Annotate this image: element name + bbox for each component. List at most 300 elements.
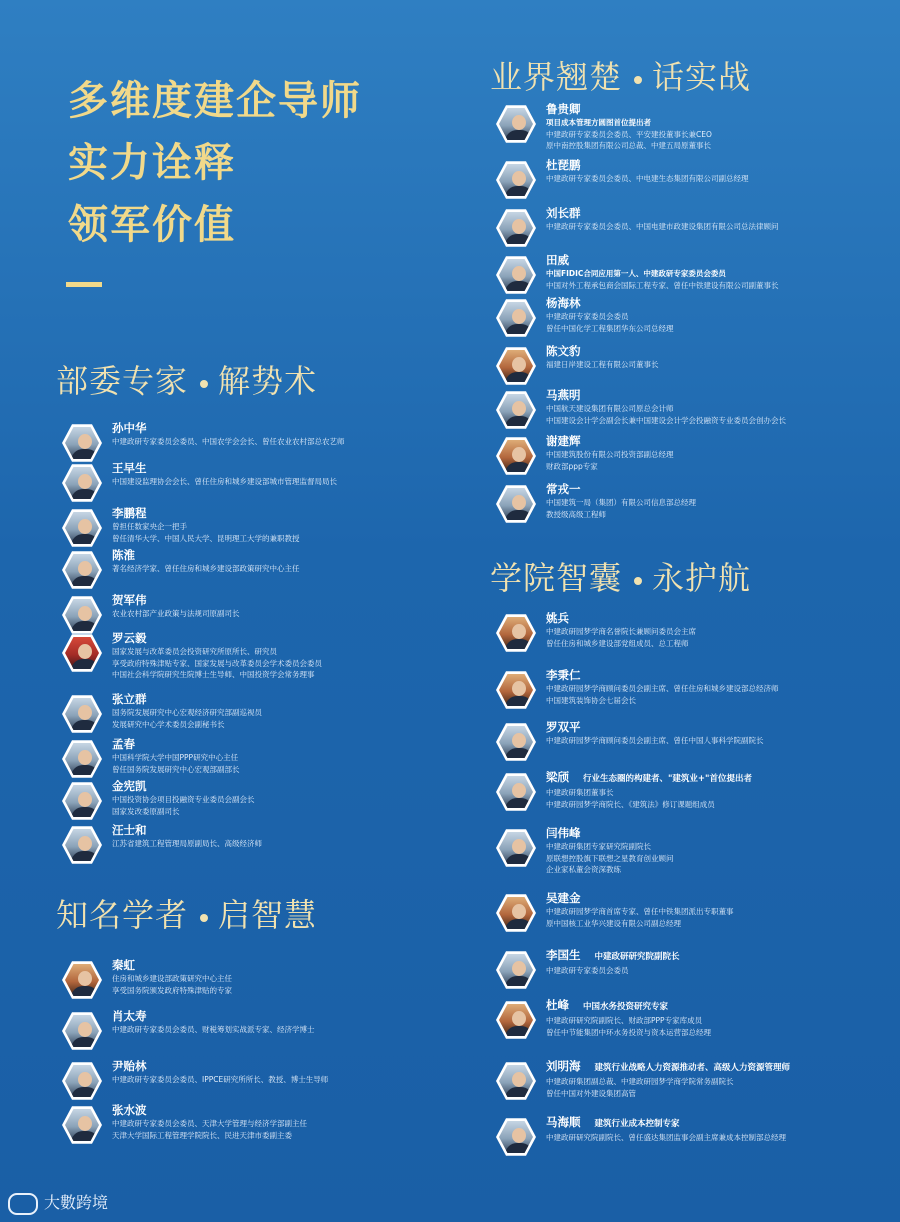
avatar-body — [71, 449, 99, 463]
person-name: 张水波 — [112, 1103, 147, 1117]
avatar-photo — [499, 673, 533, 707]
person-name: 刘明海 — [546, 1059, 581, 1073]
avatar-head — [78, 705, 92, 720]
avatar-body — [505, 919, 533, 933]
person-name-row — [546, 770, 752, 787]
person-name: 孙中华 — [112, 421, 147, 435]
separator-dot — [200, 914, 208, 922]
person-title-line: 中国社会科学院研究生院博士生导师、中国投资学会常务理事 — [112, 670, 315, 679]
person-name-row — [546, 998, 711, 1015]
person-text — [546, 434, 674, 472]
section-title-buwei — [56, 356, 317, 402]
avatar-photo — [499, 301, 533, 335]
avatar-head — [512, 1072, 526, 1087]
person-title-line: 曾担任数家央企一把手 — [112, 522, 187, 531]
person-title-line: 财政部ppp专家 — [546, 461, 598, 471]
avatar-photo — [499, 896, 533, 930]
person-text — [112, 958, 232, 996]
hero-line: 实力诠释 — [68, 140, 236, 186]
person-text — [546, 206, 779, 233]
person-name: 杨海林 — [546, 296, 581, 310]
section-title-xuezhe — [56, 890, 317, 936]
avatar-photo — [65, 553, 99, 587]
avatar-photo — [65, 963, 99, 997]
person-title-line: 中建政研园梦学商顾问委员会副主席、曾任住房和城乡建设部总经济师 — [546, 684, 779, 693]
person-title-line: 发展研究中心学术委员会副秘书长 — [112, 719, 225, 729]
person-text — [112, 1059, 328, 1086]
avatar-photo — [499, 1120, 533, 1154]
person-name: 贺军伟 — [112, 593, 147, 607]
person-name-row — [546, 1115, 786, 1132]
avatar — [62, 463, 102, 503]
avatar — [496, 950, 536, 990]
avatar-body — [71, 1131, 99, 1145]
avatar-body — [71, 621, 99, 635]
person-title-line: 中建政研园梦学商院长、《建筑法》修订课题组成员 — [546, 799, 715, 809]
person-title-line: 享受政府特殊津贴专家、国家发展与改革委员会学术委员会委员 — [112, 658, 322, 668]
person-title-line: 中建政研专家委员会委员、中电建生态集团有限公司副总经理 — [546, 174, 749, 183]
person-text — [546, 948, 680, 977]
person-name: 李国生 — [546, 948, 581, 962]
person-name-row — [546, 253, 779, 268]
hero-line: 领军价值 — [68, 202, 236, 248]
avatar — [496, 160, 536, 200]
avatar — [62, 595, 102, 635]
avatar — [62, 633, 102, 673]
avatar-body — [505, 281, 533, 295]
person-title-line: 中建政研园梦学商首席专家、曾任中铁集团派出专职董事 — [546, 907, 734, 916]
person-name-row — [546, 668, 779, 683]
avatar-body — [71, 489, 99, 503]
avatar-head — [512, 1128, 526, 1143]
person-title-line: 国家发改委原副司长 — [112, 806, 180, 816]
person-name-row — [112, 958, 232, 973]
avatar-photo — [499, 1064, 533, 1098]
avatar — [496, 484, 536, 524]
person-title-line: 中建政研集团副总裁、中建政研园梦学商学院常务副院长 — [546, 1077, 734, 1086]
avatar-photo — [65, 697, 99, 731]
person-title-line: 中国航天建设集团有限公司原总会计师 — [546, 404, 674, 413]
avatar-photo — [65, 1108, 99, 1142]
avatar-head — [512, 401, 526, 416]
person-name: 孟春 — [112, 737, 135, 751]
avatar-photo — [499, 616, 533, 650]
avatar-head — [512, 266, 526, 281]
avatar-photo — [65, 426, 99, 460]
person-title-line: 中建政研专家委员会委员、财税筹划实战派专家、经济学博士 — [112, 1025, 315, 1034]
person-name-row — [546, 826, 674, 841]
avatar — [496, 1117, 536, 1157]
person-name: 田威 — [546, 253, 569, 267]
person-title-line: 中国投资协会项目投融资专业委员会副会长 — [112, 795, 255, 804]
person-name-row — [546, 482, 696, 497]
avatar — [496, 828, 536, 868]
person-name-row — [112, 461, 337, 476]
avatar-body — [505, 510, 533, 524]
avatar-body — [505, 324, 533, 338]
person-tag: 建筑行业成本控制专家 — [594, 1119, 680, 1129]
avatar-head — [78, 1022, 92, 1037]
avatar-head — [78, 519, 92, 534]
person-text — [112, 1009, 315, 1036]
avatar-head — [512, 309, 526, 324]
avatar-head — [78, 792, 92, 807]
avatar-body — [505, 462, 533, 476]
avatar-head — [512, 495, 526, 510]
person-name: 张立群 — [112, 692, 147, 706]
person-name-row — [546, 1059, 790, 1076]
person-name-row — [546, 388, 786, 403]
person-text — [112, 593, 240, 620]
person-title-line: 中国对外工程承包商会国际工程专家、曾任中铁建设有限公司副董事长 — [546, 280, 779, 290]
avatar — [62, 550, 102, 590]
avatar — [62, 694, 102, 734]
person-title-line: 中建政研园梦学商名誉院长兼顾问委员会主席 — [546, 627, 696, 636]
avatar-head — [512, 783, 526, 798]
person-title-line: 教授级高级工程师 — [546, 509, 606, 519]
avatar-head — [78, 474, 92, 489]
person-highlight: 中国FIDIC合同应用第一人、中建政研专家委员会委员 — [546, 269, 726, 278]
avatar — [62, 1011, 102, 1051]
avatar-head — [512, 219, 526, 234]
hero-divider — [66, 282, 102, 287]
avatar-body — [71, 851, 99, 865]
avatar-body — [71, 986, 99, 1000]
avatar-body — [505, 798, 533, 812]
avatar-head — [512, 961, 526, 976]
person-title-line: 中国建筑一局（集团）有限公司信息部总经理 — [546, 498, 696, 507]
avatar-body — [71, 1087, 99, 1101]
person-name: 马燕明 — [546, 388, 581, 402]
person-name: 罗双平 — [546, 720, 581, 734]
person-tag: 行业生态圈的构建者、"建筑业+"首位提出者 — [583, 774, 752, 784]
avatar-body — [71, 534, 99, 548]
avatar-body — [505, 416, 533, 430]
person-name: 闫伟峰 — [546, 826, 581, 840]
avatar — [62, 960, 102, 1000]
person-text — [546, 611, 696, 649]
person-title-line: 农业农村部产业政策与法规司原副司长 — [112, 609, 240, 618]
avatar-head — [78, 971, 92, 986]
person-name: 杜琵鹏 — [546, 158, 581, 172]
avatar-photo — [499, 393, 533, 427]
person-title-line: 中建政研专家委员会委员、中国农学会会长、曾任农业农村部总农艺师 — [112, 437, 345, 446]
person-text — [546, 720, 764, 747]
person-name: 梁颀 — [546, 770, 569, 784]
person-title-line: 著名经济学家、曾任住房和城乡建设部政策研究中心主任 — [112, 564, 300, 573]
avatar-photo — [499, 953, 533, 987]
hero-line: 多维度建企导师 — [68, 78, 362, 124]
person-title-line: 福建日岸建设工程有限公司董事长 — [546, 360, 659, 369]
avatar — [62, 423, 102, 463]
avatar-body — [505, 1087, 533, 1101]
avatar-head — [78, 750, 92, 765]
person-name: 李鹏程 — [112, 506, 147, 520]
avatar — [496, 208, 536, 248]
person-title-line: 中建政研专家委员会委员、天津大学管理与经济学部副主任 — [112, 1119, 307, 1128]
person-title-line: 中建政研研究院副院长、曾任盛达集团监事会副主席兼成本控制部总经理 — [546, 1133, 786, 1142]
person-text — [546, 1059, 790, 1099]
avatar-photo — [499, 487, 533, 521]
avatar-photo — [499, 211, 533, 245]
person-title-line: 中建政研研究院副院长、财政部PPP专家库成员 — [546, 1016, 703, 1025]
avatar — [496, 613, 536, 653]
person-name: 秦虹 — [112, 958, 135, 972]
avatar-head — [512, 447, 526, 462]
section-title-main: 部委专家 — [56, 362, 189, 400]
person-text — [112, 461, 337, 488]
avatar — [496, 346, 536, 386]
avatar-head — [78, 606, 92, 621]
avatar-photo — [65, 511, 99, 545]
avatar-body — [505, 1143, 533, 1157]
avatar — [496, 722, 536, 762]
avatar — [62, 508, 102, 548]
avatar-body — [71, 1037, 99, 1051]
person-title-line: 中建政研集团专家研究院副院长 — [546, 842, 651, 851]
person-name: 马海顺 — [546, 1115, 581, 1129]
person-title-line: 住房和城乡建设部政策研究中心主任 — [112, 974, 232, 983]
avatar-head — [512, 681, 526, 696]
person-name: 吴建金 — [546, 891, 581, 905]
person-tag: 中国水务投资研究专家 — [583, 1002, 669, 1012]
avatar-photo — [65, 742, 99, 776]
person-title-line: 原中南控股集团有限公司总裁、中建五局原董事长 — [546, 141, 711, 150]
person-title-line: 曾任住房和城乡建设部党组成员、总工程师 — [546, 638, 689, 648]
avatar-head — [512, 904, 526, 919]
person-name-row — [112, 506, 300, 521]
person-title-line: 享受国务院颁发政府特殊津贴的专家 — [112, 985, 232, 995]
avatar-body — [505, 234, 533, 248]
avatar-head — [512, 624, 526, 639]
avatar-photo — [65, 466, 99, 500]
person-name: 金宪凯 — [112, 779, 147, 793]
person-title-line: 企业家私董会资深教练 — [546, 865, 621, 874]
avatar — [496, 772, 536, 812]
person-name-row — [546, 891, 734, 906]
person-text — [112, 631, 322, 681]
person-text — [112, 421, 345, 448]
section-title-sub: 解势术 — [218, 362, 318, 400]
avatar — [496, 436, 536, 476]
person-title-line: 中建政研专家委员会委员 — [546, 966, 629, 975]
section-title-main: 业界翘楚 — [490, 58, 623, 96]
avatar-photo — [499, 775, 533, 809]
person-text — [546, 770, 752, 810]
section-title-sub: 话实战 — [652, 58, 752, 96]
person-title-line: 中国科学院大学中国PPP研究中心主任 — [112, 753, 239, 762]
avatar-head — [78, 644, 92, 659]
person-text — [546, 296, 674, 334]
avatar-photo — [65, 598, 99, 632]
avatar-photo — [499, 163, 533, 197]
avatar-photo — [499, 725, 533, 759]
avatar — [62, 739, 102, 779]
person-name: 汪士和 — [112, 823, 147, 837]
person-text — [546, 891, 734, 929]
avatar-photo — [65, 1014, 99, 1048]
person-text — [546, 668, 779, 706]
person-name-row — [546, 720, 764, 735]
person-name-row — [112, 823, 262, 838]
avatar-photo — [499, 258, 533, 292]
person-name-row — [112, 1059, 328, 1074]
person-title-line: 中国建设监理协会会长、曾任住房和城乡建设部城市管理监督局局长 — [112, 477, 337, 486]
avatar — [496, 1061, 536, 1101]
avatar-body — [505, 372, 533, 386]
person-name: 姚兵 — [546, 611, 569, 625]
avatar-head — [78, 561, 92, 576]
avatar-head — [78, 1116, 92, 1131]
separator-dot — [634, 76, 642, 84]
person-text — [546, 482, 696, 520]
avatar-photo — [499, 831, 533, 865]
avatar-photo — [499, 439, 533, 473]
avatar — [496, 1000, 536, 1040]
person-name: 鲁贵卿 — [546, 102, 581, 116]
avatar-body — [505, 186, 533, 200]
section-title-xueyuan — [490, 553, 751, 599]
avatar — [62, 825, 102, 865]
person-text — [112, 1103, 307, 1141]
avatar — [496, 390, 536, 430]
avatar-photo — [65, 1064, 99, 1098]
avatar-head — [78, 1072, 92, 1087]
person-text — [546, 826, 674, 876]
avatar-body — [505, 976, 533, 990]
person-name-row — [112, 593, 240, 608]
person-title-line: 曾任中节能集团中环水务投资与资本运营部总经理 — [546, 1027, 711, 1037]
avatar-head — [512, 733, 526, 748]
person-name-row — [112, 692, 262, 707]
person-highlight: 项目成本管理方圆图首位提出者 — [546, 118, 651, 127]
person-name-row — [112, 779, 255, 794]
person-name-row — [112, 737, 240, 752]
avatar — [496, 893, 536, 933]
person-title-line: 原联想控股旗下联想之星教育创业顾问 — [546, 853, 674, 863]
avatar-body — [505, 696, 533, 710]
person-text — [546, 158, 749, 185]
person-title-line: 曾任清华大学、中国人民大学、昆明理工大学的兼职教授 — [112, 533, 300, 543]
person-text — [546, 102, 712, 152]
avatar-photo — [65, 784, 99, 818]
person-name: 常戎一 — [546, 482, 581, 496]
person-title-line: 中国建设会计学会副会长兼中国建设会计学会投融资专业委员会创办会长 — [546, 415, 786, 425]
watermark — [8, 1190, 108, 1215]
avatar-body — [505, 1026, 533, 1040]
person-name: 谢建辉 — [546, 434, 581, 448]
hero-title — [68, 70, 362, 256]
person-title-line: 江苏省建筑工程管理局原副局长、高级经济师 — [112, 839, 262, 848]
person-title-line: 中建政研集团董事长 — [546, 788, 614, 797]
person-tag: 中建政研研究院副院长 — [594, 952, 680, 962]
avatar-head — [512, 839, 526, 854]
person-name: 李秉仁 — [546, 668, 581, 682]
avatar-head — [78, 836, 92, 851]
person-title-line: 国家发展与改革委员会投资研究所原所长、研究员 — [112, 647, 277, 656]
person-name: 肖太寿 — [112, 1009, 147, 1023]
person-name-row — [112, 1103, 307, 1118]
avatar — [496, 104, 536, 144]
person-title-line: 曾任中国对外建设集团高管 — [546, 1088, 636, 1098]
person-text — [112, 692, 262, 730]
section-title-sub: 启智慧 — [218, 896, 318, 934]
avatar-photo — [499, 349, 533, 383]
person-text — [112, 548, 300, 575]
person-title-line: 中建政研专家委员会委员、中国电建市政建设集团有限公司总法律顾问 — [546, 222, 779, 231]
person-name: 陈文豹 — [546, 344, 581, 358]
person-name: 杜峰 — [546, 998, 569, 1012]
person-tag: 建筑行业战略人力资源推动者、高级人力资源管理师 — [594, 1063, 791, 1073]
person-text — [112, 779, 255, 817]
person-text — [546, 1115, 786, 1144]
person-text — [112, 506, 300, 544]
brand-logo-icon — [8, 1193, 38, 1215]
avatar — [496, 255, 536, 295]
person-name: 尹贻林 — [112, 1059, 147, 1073]
person-name-row — [112, 631, 322, 646]
section-title-yejie — [490, 52, 751, 98]
avatar-photo — [499, 107, 533, 141]
person-name-row — [546, 434, 674, 449]
person-name: 罗云毅 — [112, 631, 147, 645]
person-name-row — [546, 206, 779, 221]
person-text — [112, 737, 240, 775]
person-title-line: 中建政研专家委员会委员、IPPCE研究所所长、教授、博士生导师 — [112, 1075, 329, 1084]
person-title-line: 曾任国务院发展研究中心宏观部副部长 — [112, 764, 240, 774]
person-name-row — [546, 158, 749, 173]
person-name-row — [546, 296, 674, 311]
avatar-head — [78, 434, 92, 449]
person-name: 刘长群 — [546, 206, 581, 220]
avatar — [62, 1061, 102, 1101]
person-title-line: 曾任中国化学工程集团华东公司总经理 — [546, 323, 674, 333]
avatar — [496, 298, 536, 338]
avatar-photo — [65, 636, 99, 670]
avatar-photo — [65, 828, 99, 862]
person-name-row — [112, 548, 300, 563]
avatar — [62, 781, 102, 821]
person-name-row — [546, 611, 696, 626]
person-name-row — [546, 948, 680, 965]
person-title-line: 中建政研专家委员会委员 — [546, 312, 629, 321]
separator-dot — [200, 380, 208, 388]
person-name-row — [546, 102, 712, 117]
avatar — [496, 670, 536, 710]
person-text — [546, 344, 659, 371]
section-title-main: 知名学者 — [56, 896, 189, 934]
avatar-body — [71, 659, 99, 673]
person-title-line: 国务院发展研究中心宏观经济研究部副巡视员 — [112, 708, 262, 717]
watermark-text: 大數跨境 — [44, 1193, 109, 1212]
separator-dot — [634, 577, 642, 585]
avatar-head — [512, 1011, 526, 1026]
person-title-line: 原中国核工业华兴建设有限公司副总经理 — [546, 918, 681, 928]
person-text — [546, 388, 786, 426]
person-text — [546, 998, 711, 1038]
avatar-body — [71, 765, 99, 779]
person-title-line: 中建政研园梦学商顾问委员会副主席、曾任中国人事科学院副院长 — [546, 736, 764, 745]
person-name-row — [112, 1009, 315, 1024]
person-text — [112, 823, 262, 850]
avatar-body — [505, 748, 533, 762]
section-title-main: 学院智囊 — [490, 559, 623, 597]
avatar-body — [71, 720, 99, 734]
avatar-body — [71, 576, 99, 590]
person-name: 陈淮 — [112, 548, 135, 562]
avatar-head — [512, 357, 526, 372]
avatar-body — [71, 807, 99, 821]
